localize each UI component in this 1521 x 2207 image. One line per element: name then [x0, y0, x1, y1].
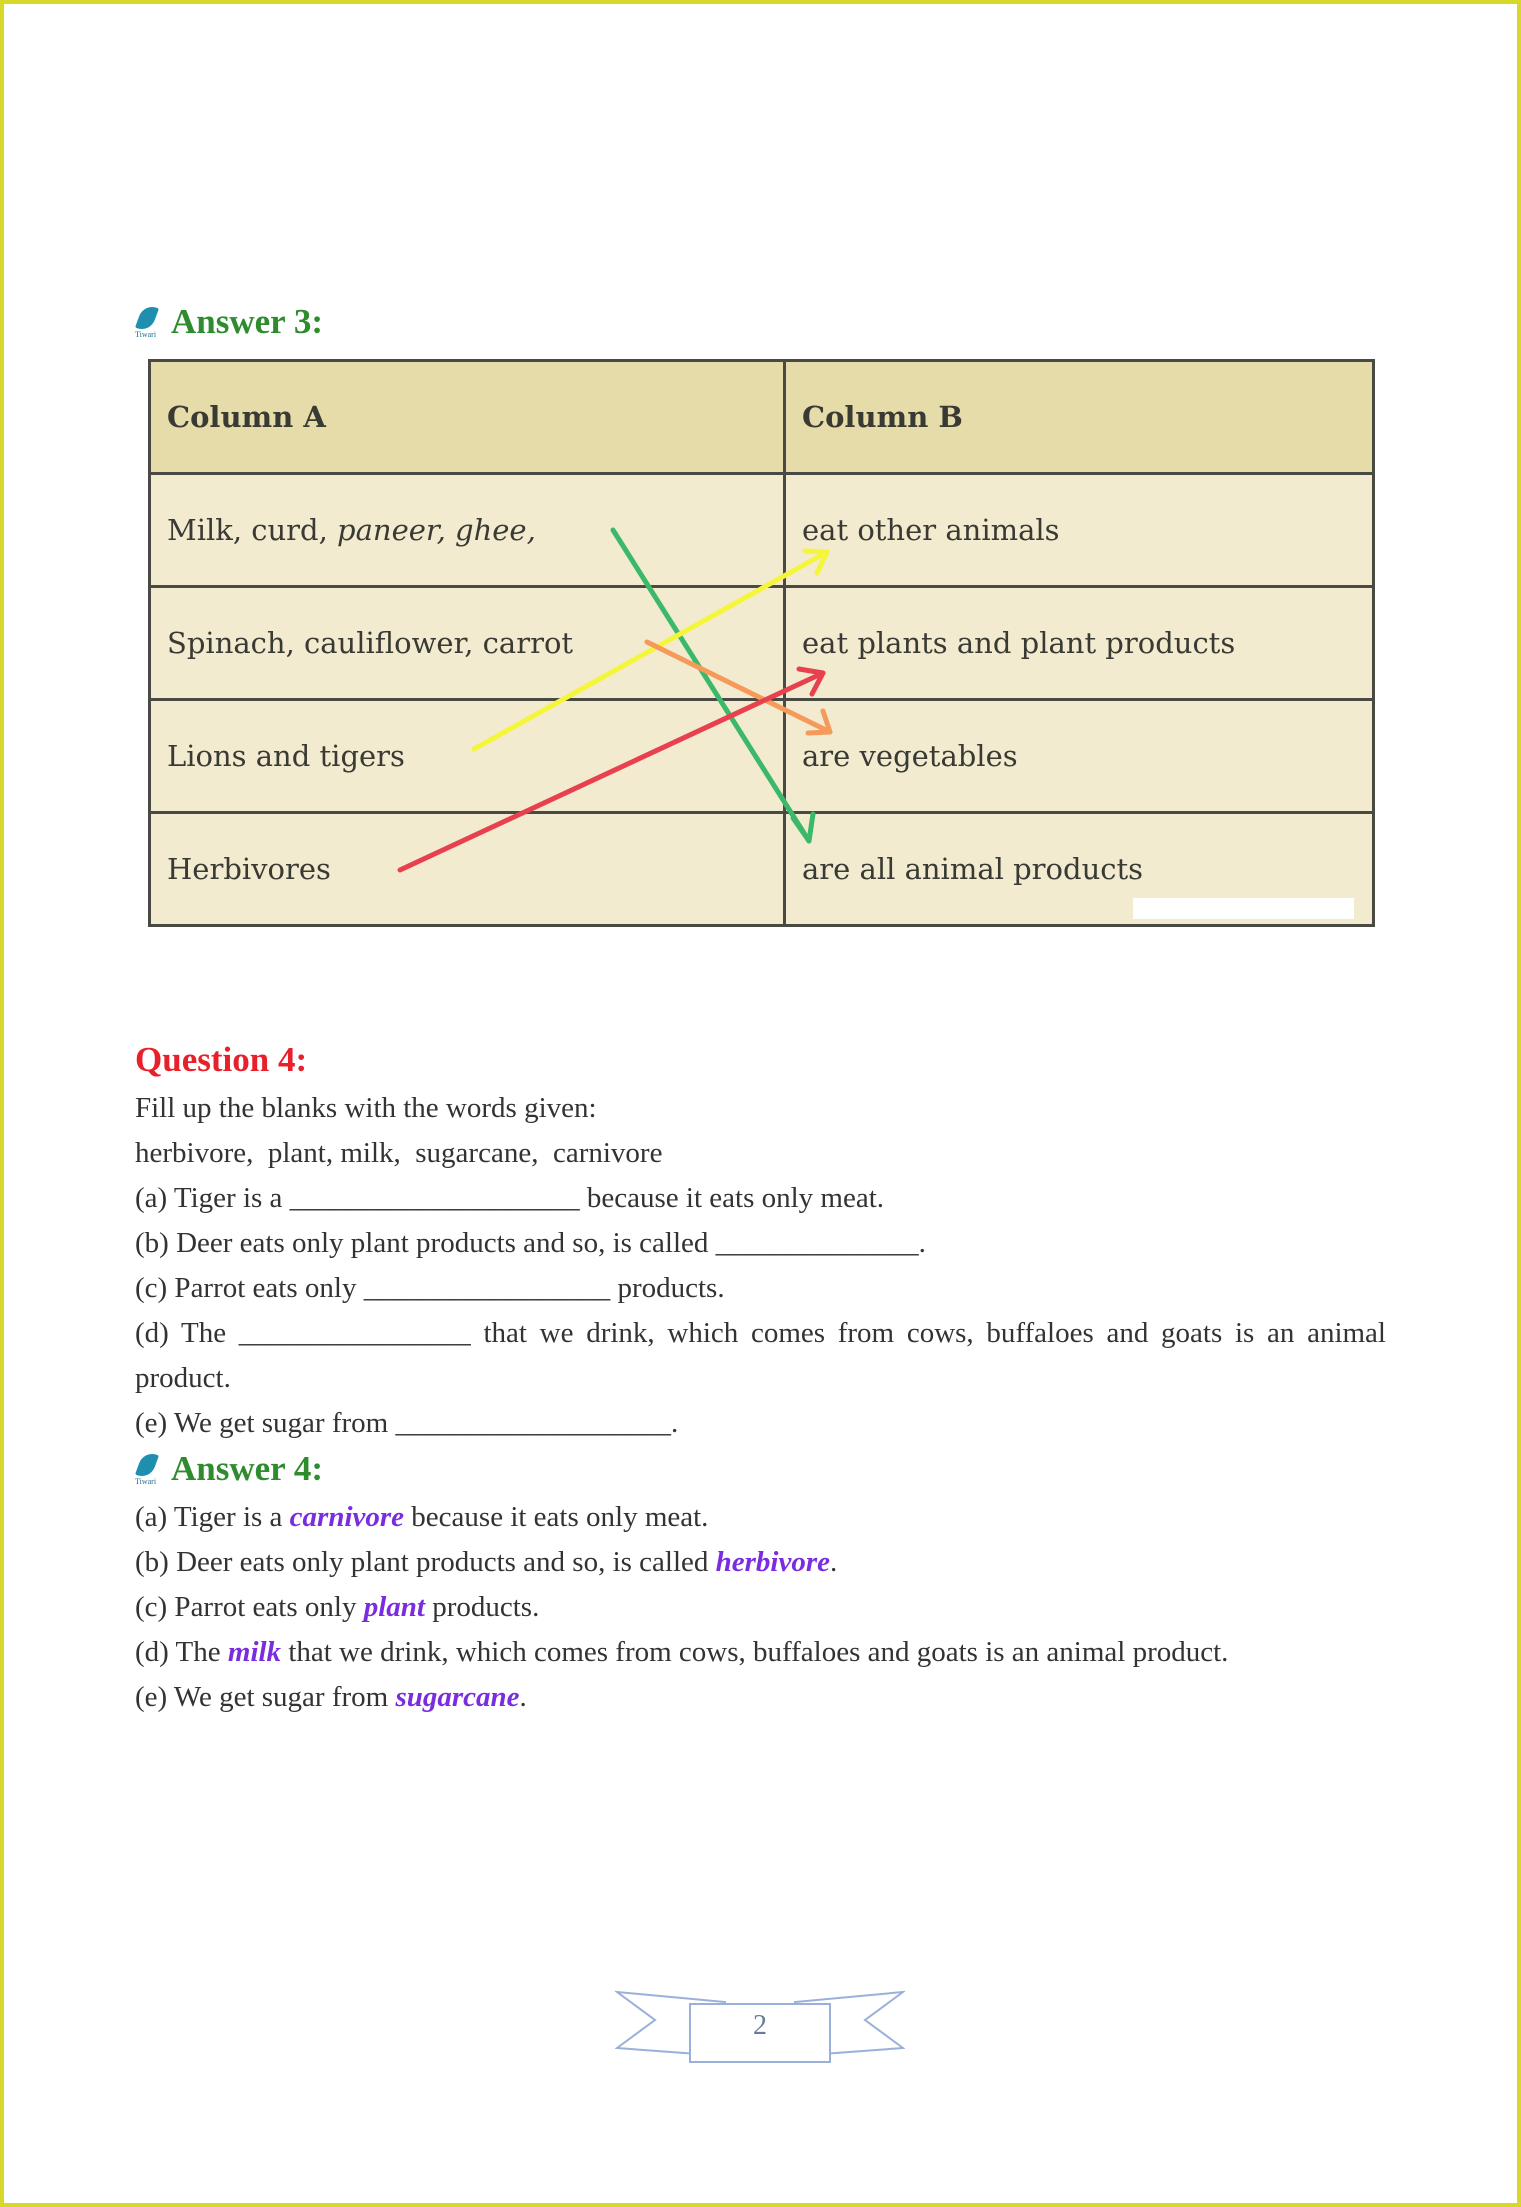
answer-item [135, 1540, 1386, 1585]
answer-item [135, 1495, 1386, 1540]
question-item: (a) Tiger is a ____________________ because it eats only meat. [135, 1182, 885, 1214]
tiwari-logo-icon: Tiwari [135, 1452, 165, 1486]
column-b-cell: eat other animals [785, 474, 1374, 587]
answer-fill: carnivore [289, 1501, 405, 1533]
matching-arrows [0, 0, 1521, 1000]
question-4-heading: Question 4: [135, 1040, 308, 1079]
answer-text: that we drink, which comes from cows, buffaloes and goats is an animal product. [281, 1636, 1229, 1668]
question-4-body [135, 1086, 1386, 1446]
answer-fill: sugarcane [395, 1681, 520, 1713]
answer-text: products. [424, 1591, 540, 1623]
tiwari-logo-icon: Tiwari [135, 305, 165, 339]
answer-item [135, 1675, 1386, 1720]
question-item: (d) The ________________ that we drink, which comes from cows, buffaloes and goats is an animal product. [135, 1317, 1386, 1394]
column-b-cell: eat plants and plant products [785, 587, 1374, 700]
answer-text: because it eats only meat. [404, 1501, 709, 1533]
column-a-cell: Lions and tigers [150, 700, 785, 813]
instruction: Fill up the blanks with the words given: [135, 1092, 597, 1124]
question-item: (b) Deer eats only plant products and so, is called ______________. [135, 1227, 926, 1259]
answer-text: (a) Tiger is a [135, 1501, 290, 1533]
answer-text: (c) Parrot eats only [135, 1591, 364, 1623]
answer-fill: plant [363, 1591, 425, 1623]
answer-fill: milk [227, 1636, 282, 1668]
column-b-cell: are all animal products [785, 813, 1374, 926]
answer-4-heading [135, 1449, 323, 1489]
answer-4-body [135, 1495, 1386, 1720]
column-b-header: Column B [785, 361, 1374, 474]
page-number: 2 [753, 2010, 767, 2041]
answer-3-title: Answer 3: [171, 302, 323, 341]
question-item: (e) We get sugar from ___________________. [135, 1407, 679, 1439]
question-item: (c) Parrot eats only _________________ products. [135, 1272, 725, 1304]
column-a-cell: Spinach, cauliflower, carrot [150, 587, 785, 700]
answer-text: . [519, 1681, 527, 1713]
answer-text: . [830, 1546, 838, 1578]
answer-item [135, 1585, 1386, 1630]
answer-fill: herbivore [715, 1546, 831, 1578]
answer-text: (b) Deer eats only plant products and so, is called [135, 1546, 716, 1578]
yellow-arrow [474, 551, 827, 749]
cell-text: Milk, curd, [167, 513, 338, 547]
answer-4-title: Answer 4: [171, 1449, 323, 1488]
answer-text: (d) The [135, 1636, 228, 1668]
answer-text: (e) We get sugar from [135, 1681, 396, 1713]
column-b-cell: are vegetables [785, 700, 1374, 813]
orange-arrow [647, 642, 830, 733]
cell-italic-text: paneer, ghee, [337, 513, 536, 547]
answer-item [135, 1630, 1386, 1675]
page-footer [615, 1990, 905, 2070]
word-bank: herbivore, plant, milk, sugarcane, carnivore [135, 1137, 663, 1169]
column-a-header: Column A [150, 361, 785, 474]
column-a-cell: Herbivores [150, 813, 785, 926]
